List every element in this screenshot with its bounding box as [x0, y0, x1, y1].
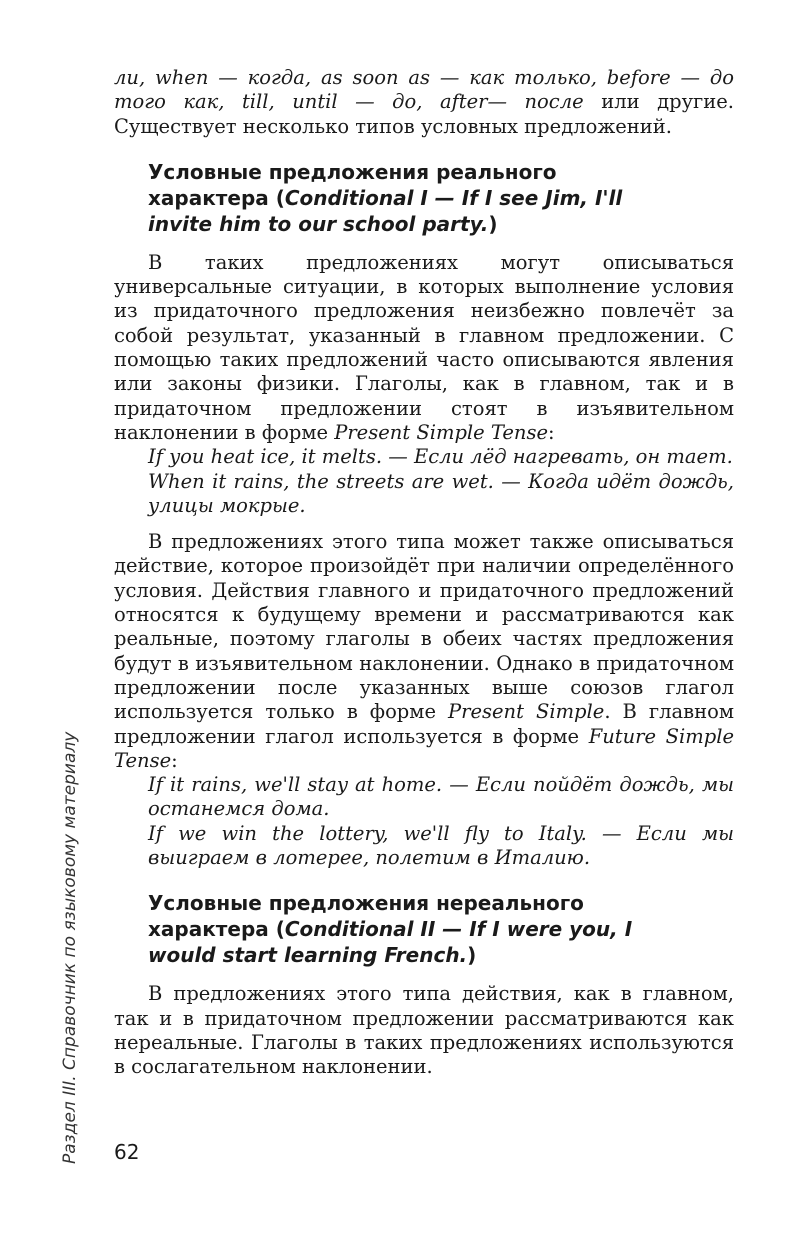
section2-paragraph-1: В предложениях этого типа действия, как в главном, так и в придаточном предложении рассматриваются как нереальные. Глаголы в таких предложениях используются в сослагательном наклонении.: [114, 982, 734, 1079]
intro-conjunctions: ли, when — когда, as soon as — как только, before — до того как, till, until — до, after— после: [114, 66, 734, 114]
section1-p2-end: :: [171, 748, 178, 772]
intro-text: или другие. Существует несколько типов условных предложений.: [114, 90, 734, 138]
intro-paragraph: [114, 66, 734, 139]
example-1: If you heat ice, it melts. — Если лёд нагревать, он тает.: [148, 445, 733, 469]
section1-heading-close: ): [488, 211, 498, 236]
section1-paragraph-1: [114, 251, 734, 445]
section1-p2-text: В предложениях этого типа может также описываться действие, которое произойдёт при наличии определённого условия. Действия главного и придаточного предложений относятся к будущему времени и рассматриваются как реальные, поэтому глаголы в обеих частях предложения будут в изъявительном наклонении. Однако в придаточном предложении после указанных выше союзов глагол используется только в форме: [114, 530, 734, 724]
page-number: 62: [114, 1140, 140, 1164]
section-side-label: Раздел III. Справочник по языковому материалу: [60, 731, 80, 1164]
section1-heading: [114, 159, 734, 237]
section1-p2-mid: . В главном предложении глагол используется в форме: [114, 700, 735, 748]
example-4: If we win the lottery, we'll fly to Italy. — Если мы выиграем в лотерее, полетим в Италию.: [148, 821, 734, 870]
section1-p1-term: Present Simple Tense: [334, 420, 549, 444]
section1-p1-text: В таких предложениях могут описываться универсальные ситуации, в которых выполнение условия из придаточного предложения неизбежно повлечёт за собой результат, указанный в главном предложении. С помощью таких предложений часто описываются явления или законы физики. Глаголы, как в главном, так и в придаточном предложении стоят в изъявительном наклонении в форме: [114, 250, 734, 444]
section2-heading: [114, 890, 734, 968]
example-3: If it rains, we'll stay at home. — Если пойдёт дождь, мы останемся дома.: [148, 773, 734, 821]
section1-p2-term1: Present Simple: [448, 700, 605, 724]
section1-paragraph-2: [114, 530, 734, 773]
section1-heading-ru: Условные предложения реального характера (: [148, 159, 557, 210]
section1-heading-en: Conditional I — If I see Jim, I'll invite him to our school party.: [148, 185, 623, 236]
section2-heading-en: Conditional II — If I were you, I would start learning French.: [148, 917, 633, 968]
page-content: [114, 66, 734, 1080]
example-2: When it rains, the streets are wet. — Когда идёт дождь, улицы мокрые.: [148, 469, 734, 517]
section2-heading-ru: Условные предложения нереального характера (: [148, 891, 584, 942]
section1-p2-term2: Future Simple Tense: [114, 724, 734, 772]
section1-p1-end: :: [548, 420, 555, 444]
section2-heading-close: ): [467, 943, 477, 968]
